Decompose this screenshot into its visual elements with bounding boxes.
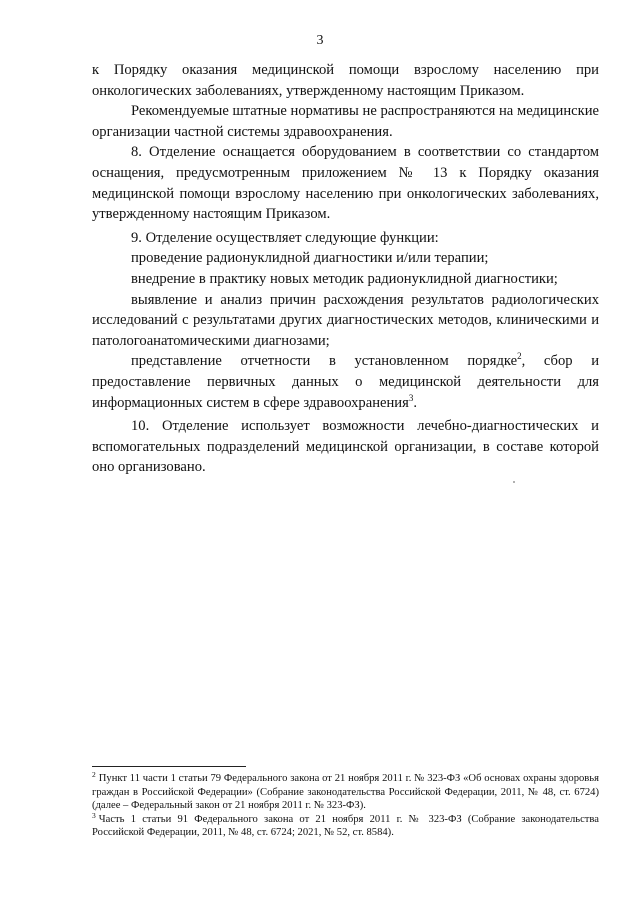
function-item-reporting	[92, 351, 599, 413]
footnote-mark-3: 3	[92, 810, 96, 820]
reporting-text-start: представление отчетности в установленном порядке	[131, 353, 518, 370]
scan-speck	[513, 481, 515, 483]
footnotes	[92, 772, 599, 840]
function-item-diagnostics: проведение радионуклидной диагностики и/или терапии;	[131, 250, 489, 267]
footnote-ref-2[interactable]: 2	[517, 351, 522, 362]
function-item-discrepancy-analysis: выявление и анализ причин расхождения результатов радиологических исследований с результатами других диагностических методов, клиническими и патологоанатомическими диагнозами;	[92, 291, 599, 349]
paragraph-order-reference: к Порядку оказания медицинской помощи взрослому населению при онкологических заболеваниях, утвержденному настоящим Приказом.	[92, 62, 599, 99]
footnote-ref-3[interactable]: 3	[408, 392, 414, 403]
reporting-text-middle: , сбор и предоставление первичных данных о медицинской деятельности для информационных систем в сфере здравоохранения	[92, 353, 600, 411]
body-text	[92, 60, 599, 478]
reporting-text-end: .	[413, 394, 417, 411]
paragraph-equipment: 8. Отделение оснащается оборудованием в соответствии со стандартом оснащения, предусмотренным приложением № 13 к Порядку оказания медицинской помощи взрослому населению при онкологических заболеваниях, утвержденному настоящим Приказом.	[92, 144, 599, 223]
function-item-new-methods: внедрение в практику новых методик радионуклидной диагностики;	[131, 270, 558, 287]
footnote-mark-2: 2	[92, 770, 96, 779]
paragraph-functions-heading: 9. Отделение осуществляет следующие функции:	[131, 229, 439, 246]
paragraph-staffing-norms: Рекомендуемые штатные нормативы не распространяются на медицинские организации частной системы здравоохранения.	[92, 103, 599, 140]
footnote-text-2: Пункт 11 части 1 статьи 79 Федерального закона от 21 ноября 2011 г. № 323-ФЗ «Об основах охраны здоровья граждан в Российской Федерации» (Собрание законодательства Российской Федерации, 2011, № 48, ст. 6724) (далее – Федеральный закон от 21 ноября 2011 г. № 323-ФЗ).	[92, 773, 599, 812]
footnote-text-3: Часть 1 статьи 91 Федерального закона от 21 ноября 2011 г. № 323-ФЗ (Собрание законодательства Российской Федерации, 2011, № 48, ст. 6724; 2021, № 52, ст. 8584).	[92, 813, 599, 839]
paragraph-capabilities: 10. Отделение использует возможности лечебно-диагностических и вспомогательных подразделений медицинской организации, в составе которой оно организовано.	[92, 418, 599, 476]
footnote-2	[92, 772, 599, 813]
footnote-3	[92, 810, 599, 840]
page-number: 3	[316, 33, 324, 48]
footnote-separator	[92, 766, 246, 767]
